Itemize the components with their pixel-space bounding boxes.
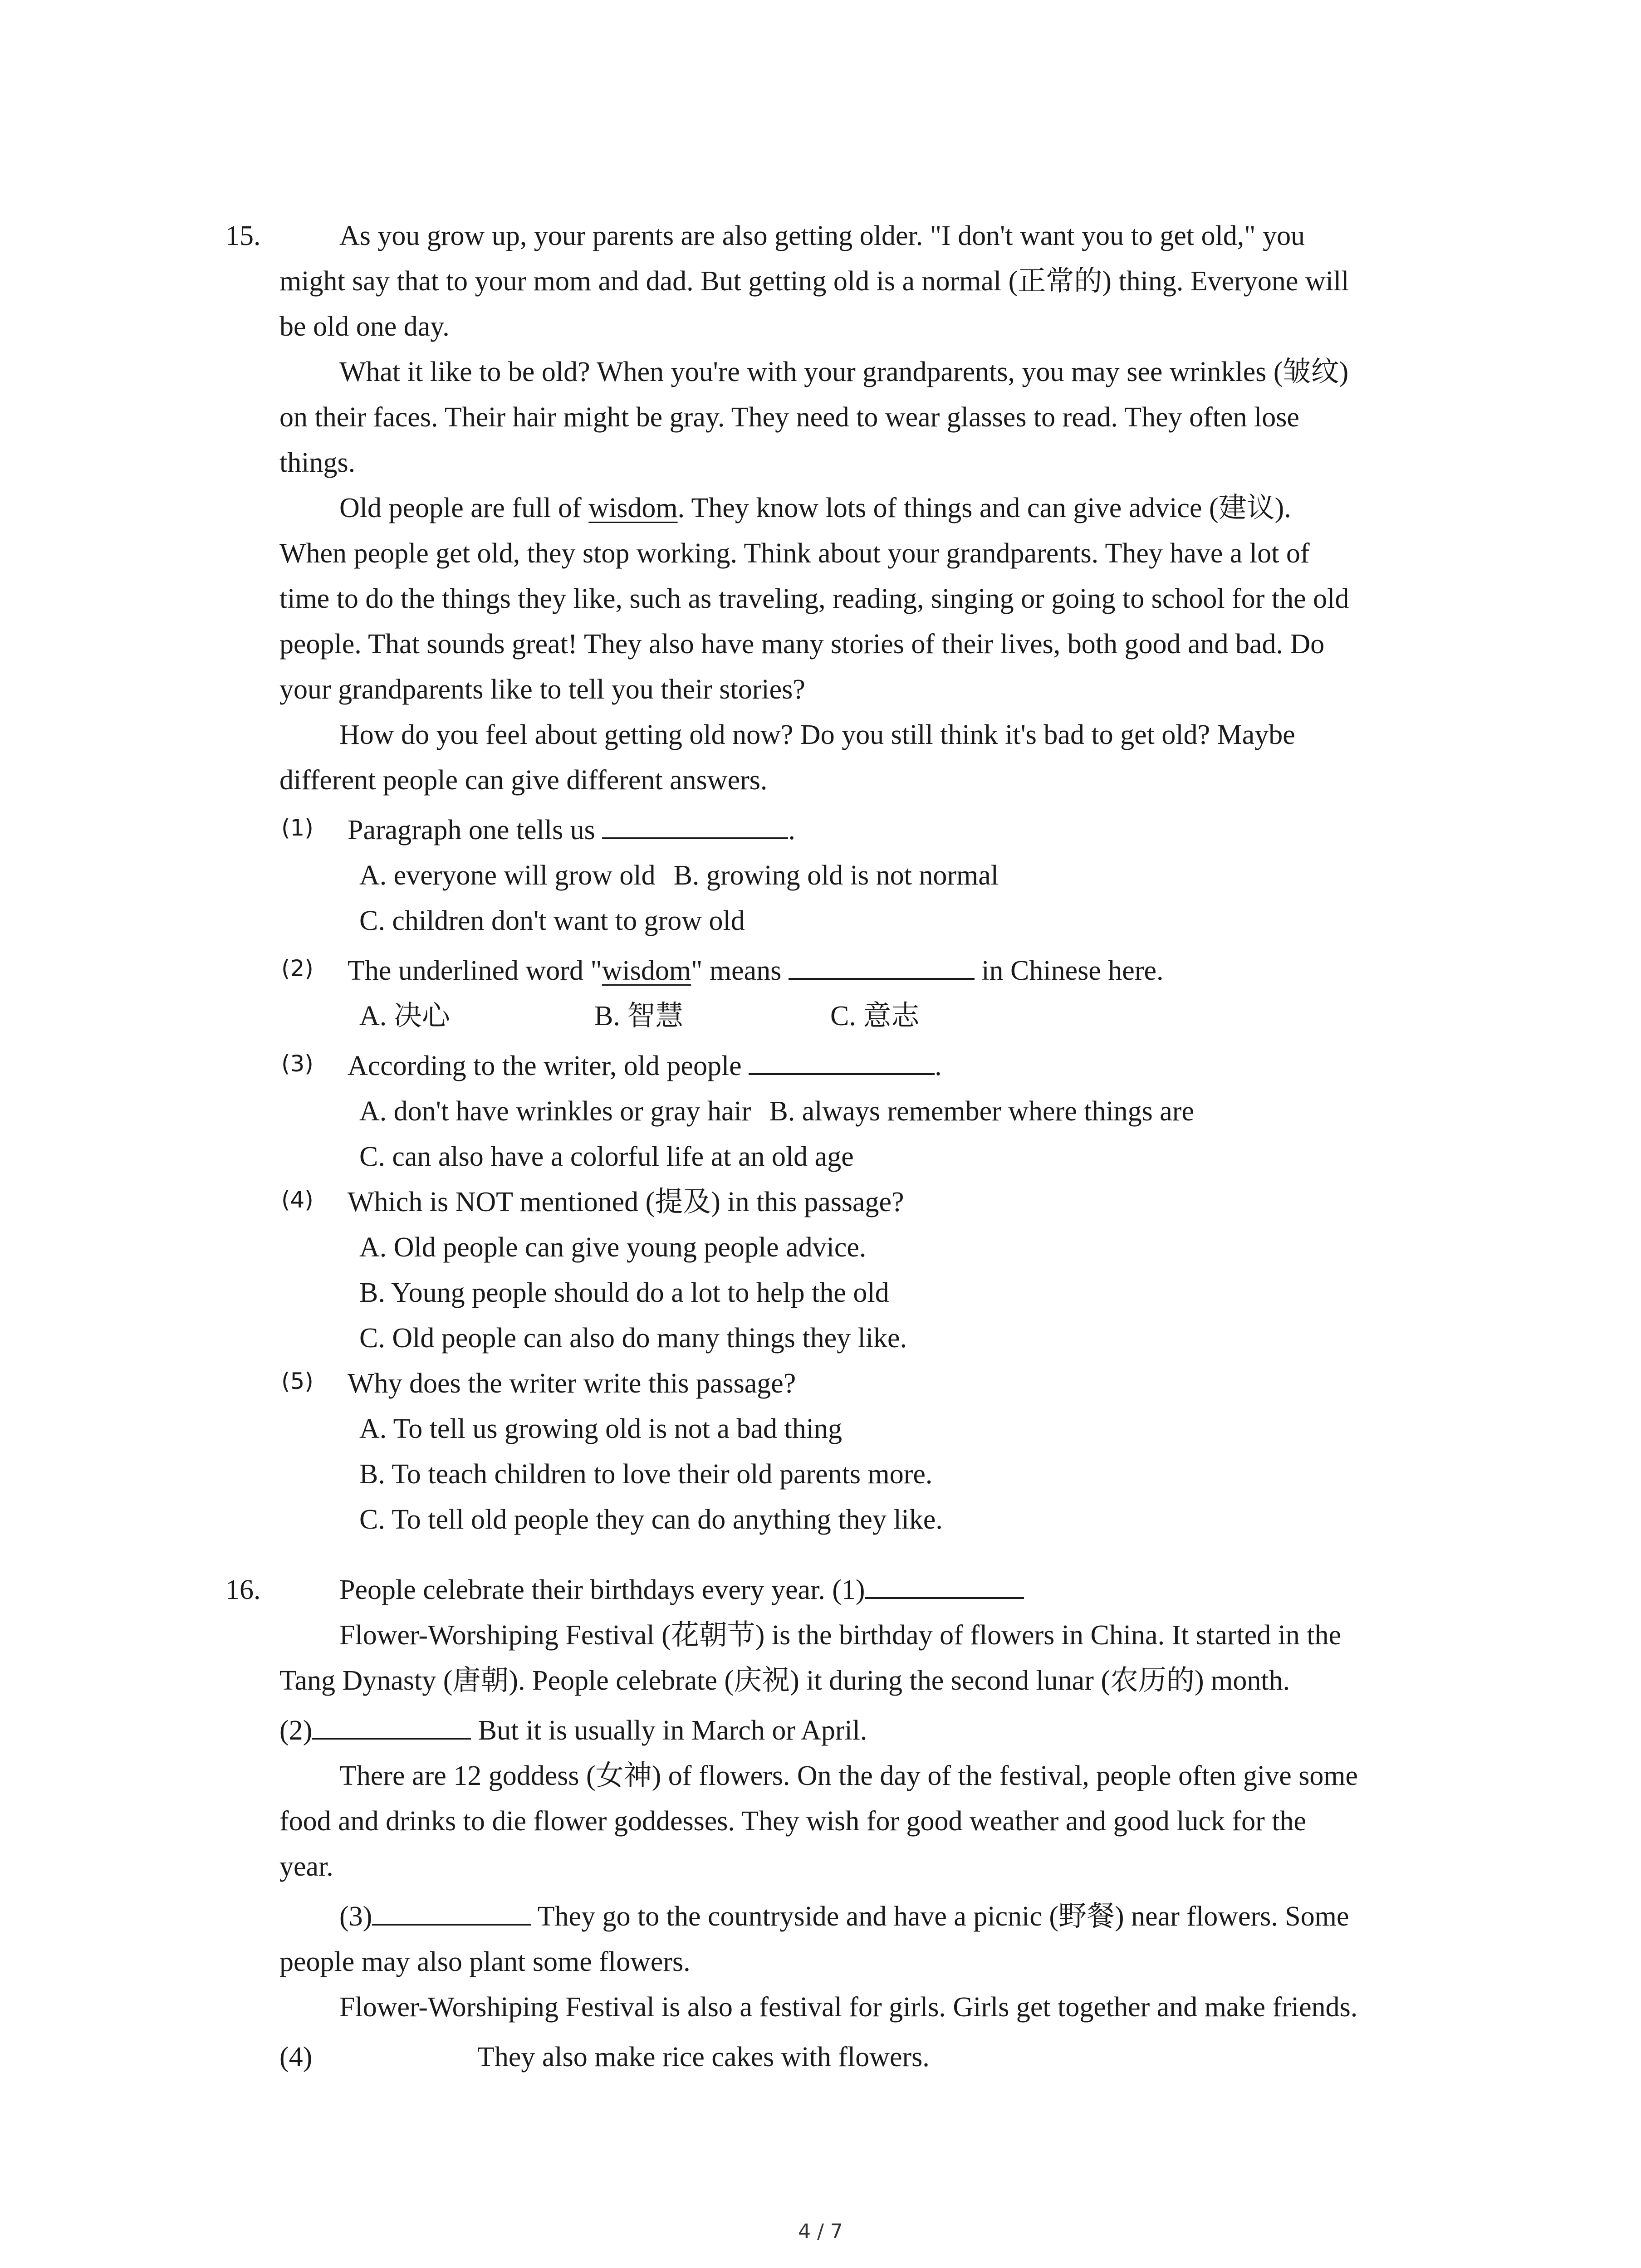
q16-line8: (3) They go to the countryside and have a picnic (野餐) near flowers. Some [339, 1894, 1349, 1939]
answer-blank-2[interactable] [789, 951, 975, 980]
q15-p3-before: Old people are full of [339, 493, 589, 523]
option-a: A. To tell us growing old is not a bad thing [359, 1413, 842, 1444]
subquestion-2-stem: The underlined word "wisdom" means in Chinese here. [348, 948, 1163, 993]
q16-line11: They also make rice cakes with flowers. [477, 2042, 930, 2072]
subquestion-1-stem: Paragraph one tells us . [348, 807, 795, 853]
q15-p2-line3: things. [279, 447, 356, 478]
option-a: A. don't have wrinkles or gray hair [359, 1096, 751, 1127]
q16-p3-line1: There are 12 goddess (女神) of flowers. On the day of the festival, people often give some [339, 1760, 1358, 1791]
option-b: B. growing old is not normal [673, 860, 999, 891]
option-b: B. Young people should do a lot to help the old [359, 1277, 889, 1308]
q16-p3-line3: year. [279, 1851, 333, 1882]
q15-p2-line1: What it like to be old? When you're with your grandparents, you may see wrinkles (皱纹) [339, 357, 1349, 387]
q16-line2: Flower-Worshiping Festival (花朝节) is the birthday of flowers in China. It started in the [339, 1620, 1342, 1651]
subquestion-number-3: (3) [281, 1051, 314, 1077]
q15-p3-line1 [339, 485, 1291, 531]
q15-p1-line3: be old one day. [279, 311, 450, 342]
subquestion-number-2: (2) [281, 955, 314, 982]
subquestion-1-options-ab [359, 853, 999, 898]
answer-blank-1[interactable] [602, 810, 788, 839]
q15-p4-line1: How do you feel about getting old now? Do you still think it's bad to get old? Maybe [339, 719, 1295, 750]
q15-p3-line3: time to do the things they like, such as traveling, reading, singing or going to school for the old [279, 583, 1349, 614]
option-b: B. To teach children to love their old parents more. [359, 1459, 933, 1490]
q15-p3-after: . They know lots of things and can give advice (建议). [677, 493, 1291, 523]
answer-blank-16-2[interactable] [312, 1711, 471, 1740]
q16-line3: Tang Dynasty (唐朝). People celebrate (庆祝) it during the second lunar (农历的) month. [279, 1665, 1290, 1696]
q16-line10: Flower-Worshiping Festival is also a festival for girls. Girls get together and make friends. [339, 1992, 1358, 2023]
subquestion-3-stem: According to the writer, old people . [348, 1043, 942, 1089]
option-a: A. Old people can give young people advice. [359, 1232, 867, 1263]
answer-blank-3[interactable] [749, 1046, 935, 1075]
q15-p3-line5: your grandparents like to tell you their stories? [279, 674, 805, 705]
subquestion-number-5: (5) [281, 1368, 314, 1394]
q16-line9: people may also plant some flowers. [279, 1946, 691, 1977]
option-c: C. can also have a colorful life at an old age [359, 1141, 854, 1172]
answer-blank-16-1[interactable] [865, 1570, 1024, 1599]
question-number-15: 15. [225, 220, 261, 251]
subquestion-number-4: (4) [281, 1187, 314, 1213]
option-c: C. To tell old people they can do anything they like. [359, 1504, 943, 1535]
q15-p3-line4: people. That sounds great! They also have many stories of their lives, both good and bad. Do [279, 629, 1325, 660]
q15-p1-line1: As you grow up, your parents are also getting older. "I don't want you to get old," you [339, 220, 1305, 251]
subquestion-4-stem: Which is NOT mentioned (提及) in this passage? [348, 1187, 904, 1217]
option-b: B. 智慧 [594, 1001, 684, 1031]
option-a: A. 决心 [359, 1001, 450, 1031]
underlined-word-wisdom: wisdom [588, 493, 678, 523]
question-number-16: 16. [225, 1574, 261, 1605]
q16-p3-line2: food and drinks to die flower goddesses. They wish for good weather and good luck for the [279, 1806, 1307, 1837]
q15-p3-line2: When people get old, they stop working. Think about your grandparents. They have a lot of [279, 538, 1310, 569]
option-c: C. Old people can also do many things they like. [359, 1323, 907, 1354]
subquestion-3-options-ab [359, 1089, 1194, 1134]
option-c: C. children don't want to grow old [359, 905, 745, 936]
q15-p1-line2: might say that to your mom and dad. But getting old is a normal (正常的) thing. Everyone will [279, 266, 1349, 297]
subquestion-number-1: (1) [281, 815, 314, 841]
page-number: 4 / 7 [798, 2220, 843, 2243]
option-b: B. always remember where things are [769, 1096, 1194, 1127]
q16-line4: (2) But it is usually in March or April. [279, 1708, 867, 1753]
q15-p4-line2: different people can give different answers. [279, 765, 768, 796]
q15-p2-line2: on their faces. Their hair might be gray. They need to wear glasses to read. They often lose [279, 402, 1299, 433]
option-a: A. everyone will grow old [359, 860, 656, 891]
option-c: C. 意志 [830, 1001, 920, 1031]
underlined-word-wisdom: wisdom [602, 955, 691, 986]
q16-line1: People celebrate their birthdays every year. (1) [339, 1567, 1024, 1613]
answer-blank-16-3[interactable] [372, 1897, 531, 1926]
q16-line11-num: (4) [279, 2042, 313, 2072]
subquestion-5-stem: Why does the writer write this passage? [348, 1368, 796, 1399]
